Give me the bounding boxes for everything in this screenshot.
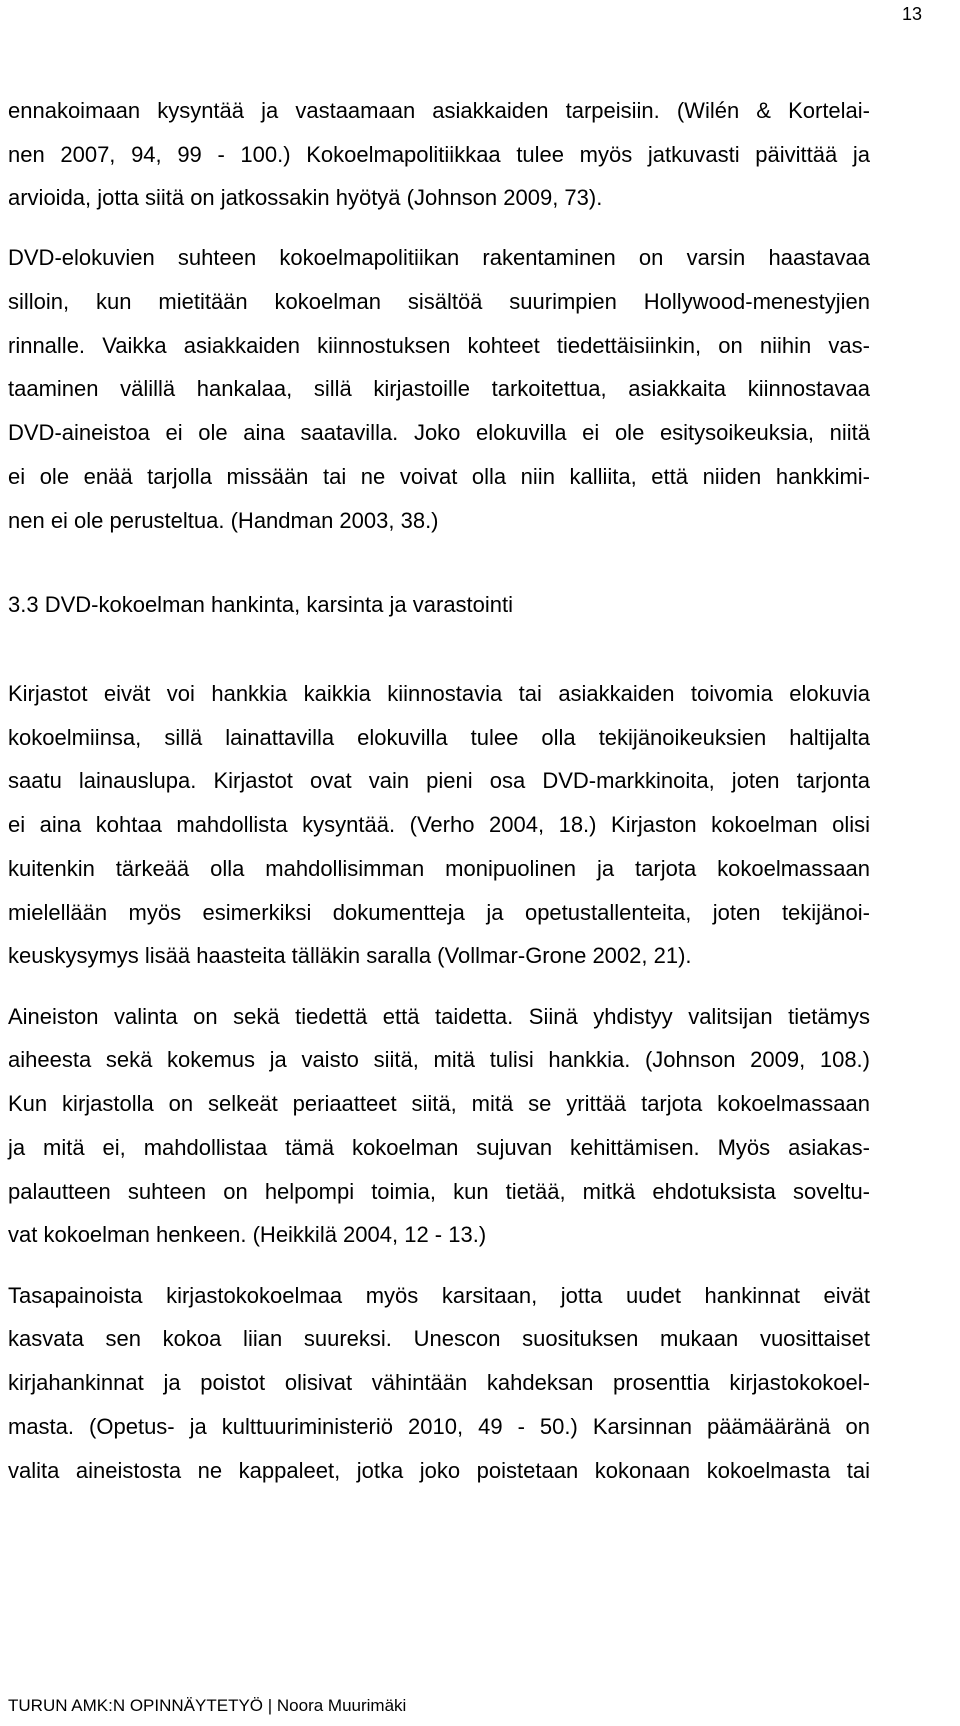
paragraph-3-line-5: kuitenkin tärkeää olla mahdollisimman monipuolinen ja tarjota kokoelmassaan (8, 856, 870, 881)
paragraph-5-line-3: kirjahankinnat ja poistot olisivat vähintään kahdeksan prosenttia kirjastokokoel- (8, 1370, 870, 1395)
section-heading: 3.3 DVD-kokoelman hankinta, karsinta ja varastointi (8, 592, 514, 617)
paragraph-3-line-7: keuskysymys lisää haasteita tälläkin saralla (Vollmar-Grone 2002, 21). (8, 943, 692, 968)
paragraph-4-line-6: vat kokoelman henkeen. (Heikkilä 2004, 12 - 13.) (8, 1222, 487, 1247)
paragraph-3-line-1: Kirjastot eivät voi hankkia kaikkia kiinnostavia tai asiakkaiden toivomia elokuvia (8, 681, 870, 706)
paragraph-2-line-5: DVD-aineistoa ei ole aina saatavilla. Joko elokuvilla ei ole esitysoikeuksia, niitä (8, 420, 870, 445)
paragraph-1-line-3: arvioida, jotta siitä on jatkossakin hyötyä (Johnson 2009, 73). (8, 185, 603, 210)
paragraph-2-line-2: silloin, kun mietitään kokoelman sisältöä suurimpien Hollywood-menestyjien (8, 289, 870, 314)
paragraph-1-line-2: nen 2007, 94, 99 - 100.) Kokoelmapolitiikkaa tulee myös jatkuvasti päivittää ja (8, 142, 870, 167)
paragraph-4-line-3: Kun kirjastolla on selkeät periaatteet siitä, mitä se yrittää tarjota kokoelmassaan (8, 1091, 870, 1116)
paragraph-2-line-3: rinnalle. Vaikka asiakkaiden kiinnostuksen kohteet tiedettäisiinkin, on niihin vas- (8, 333, 870, 358)
paragraph-3-line-4: ei aina kohtaa mahdollista kysyntää. (Verho 2004, 18.) Kirjaston kokoelman olisi (8, 812, 870, 837)
paragraph-4-line-5: palautteen suhteen on helpompi toimia, kun tietää, mitkä ehdotuksista soveltu- (8, 1179, 870, 1204)
paragraph-3-line-2: kokoelmiinsa, sillä lainattavilla elokuvilla tulee olla tekijänoikeuksien haltijalta (8, 725, 870, 750)
paragraph-4-line-2: aiheesta sekä kokemus ja vaisto siitä, mitä tulisi hankkia. (Johnson 2009, 108.) (8, 1047, 870, 1072)
page-number: 13 (901, 4, 922, 24)
paragraph-2-line-7: nen ei ole perusteltua. (Handman 2003, 38.) (8, 508, 439, 533)
paragraph-1-line-1: ennakoimaan kysyntää ja vastaamaan asiakkaiden tarpeisiin. (Wilén & Kortelai- (8, 98, 870, 123)
paragraph-3-line-3: saatu lainauslupa. Kirjastot ovat vain pieni osa DVD-markkinoita, joten tarjonta (8, 768, 870, 793)
paragraph-5-line-4: masta. (Opetus- ja kulttuuriministeriö 2010, 49 - 50.) Karsinnan päämääränä on (8, 1414, 870, 1439)
paragraph-4-line-1: Aineiston valinta on sekä tiedettä että taidetta. Siinä yhdistyy valitsijan tietämys (8, 1004, 870, 1029)
paragraph-5-line-2: kasvata sen kokoa liian suureksi. Unescon suosituksen mukaan vuosittaiset (8, 1326, 870, 1351)
paragraph-5-line-5: valita aineistosta ne kappaleet, jotka joko poistetaan kokonaan kokoelmasta tai (8, 1458, 870, 1483)
paragraph-2-line-4: taaminen välillä hankalaa, sillä kirjastoille tarkoitettua, asiakkaita kiinnostavaa (8, 376, 870, 401)
footer-text: TURUN AMK:N OPINNÄYTETYÖ | Noora Muurimäki (8, 1696, 407, 1715)
paragraph-2-line-6: ei ole enää tarjolla missään tai ne voivat olla niin kalliita, että niiden hankkimi- (8, 464, 870, 489)
paragraph-2-line-1: DVD-elokuvien suhteen kokoelmapolitiikan rakentaminen on varsin haastavaa (8, 245, 870, 270)
paragraph-3-line-6: mielellään myös esimerkiksi dokumentteja ja opetustallenteita, joten tekijänoi- (8, 900, 870, 925)
paragraph-4-line-4: ja mitä ei, mahdollistaa tämä kokoelman sujuvan kehittämisen. Myös asiakas- (8, 1135, 870, 1160)
paragraph-5-line-1: Tasapainoista kirjastokokoelmaa myös karsitaan, jotta uudet hankinnat eivät (8, 1283, 870, 1308)
